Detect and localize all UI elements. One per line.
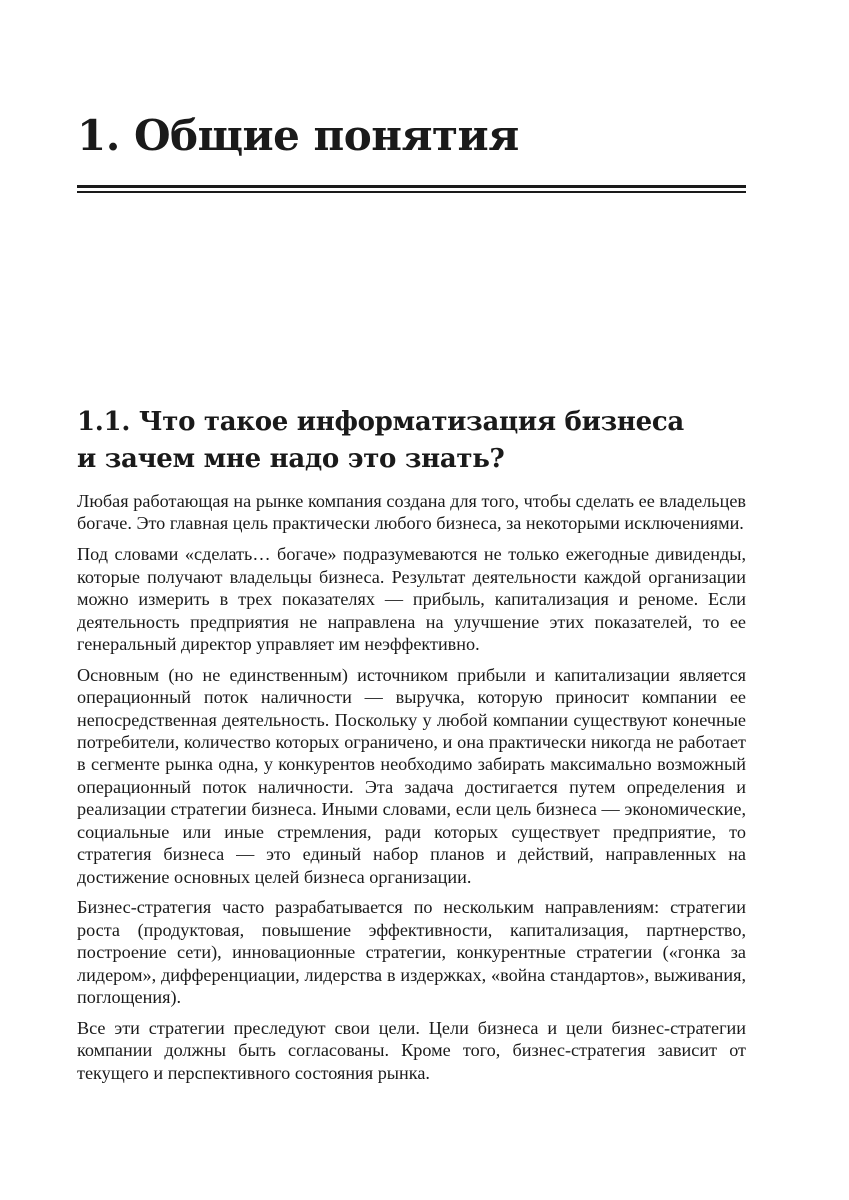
- paragraph-5: Все эти стратегии преследуют свои цели. Цели бизнеса и цели бизнес-стратегии компании должны быть согласованы. Кроме того, бизнес-стратегия зависит от текущего и перспективного состояния рынка.: [77, 1017, 746, 1083]
- paragraph-1: Любая работающая на рынке компания создана для того, чтобы сделать ее владельцев богаче. Это главная цель практически любого бизнеса, за некоторыми исключениями.: [77, 491, 746, 534]
- paragraph-4: Бизнес-стратегия часто разрабатывается по нескольким направлениям: стратегии роста (продуктовая, повышение эффективности, капитализация, партнерство, построение сети), инновационные стратегии, конкурентные стратегии («гонка за лидером», дифференциации, лидерства в издержках, «война стандартов», выживания, поглощения).: [77, 897, 746, 1008]
- body-text: [77, 490, 746, 1093]
- section-title-line-1: 1.1. Что такое информатизация бизнеса: [77, 407, 684, 437]
- paragraph-2: Под словами «сделать… богаче» подразумеваются не только ежегодные дивиденды, которые получают владельцы бизнеса. Результат деятельности каждой организации можно измерить в трех показателях — прибыль, капитализация и реноме. Если деятельность предприятия не направлена на улучшение этих показателей, то ее генеральный директор управляет им неэффективно.: [77, 544, 746, 654]
- section-title: [77, 404, 749, 478]
- section-title-line-2: и зачем мне надо это знать?: [77, 444, 505, 474]
- title-rule-thick: [77, 185, 746, 188]
- paragraph-3: Основным (но не единственным) источником прибыли и капитализации является операционный поток наличности — выручка, которую приносит компании ее непосредственная деятельность. Поскольку у любой компании существуют конечные потребители, количество которых ограничено, и она практически никогда не работает в сегменте рынка одна, у конкурентов необходимо забирать максимально возможный операционный поток наличности. Эта задача достигается путем определения и реализации стратегии бизнеса. Иными словами, если цель бизнеса — экономические, социальные или иные стремления, ради которых существует предприятие, то стратегия бизнеса — это единый набор планов и действий, направленных на достижение основных целей бизнеса организации.: [77, 664, 746, 887]
- title-rule-thin: [77, 191, 746, 193]
- chapter-title: 1. Общие понятия: [77, 111, 519, 160]
